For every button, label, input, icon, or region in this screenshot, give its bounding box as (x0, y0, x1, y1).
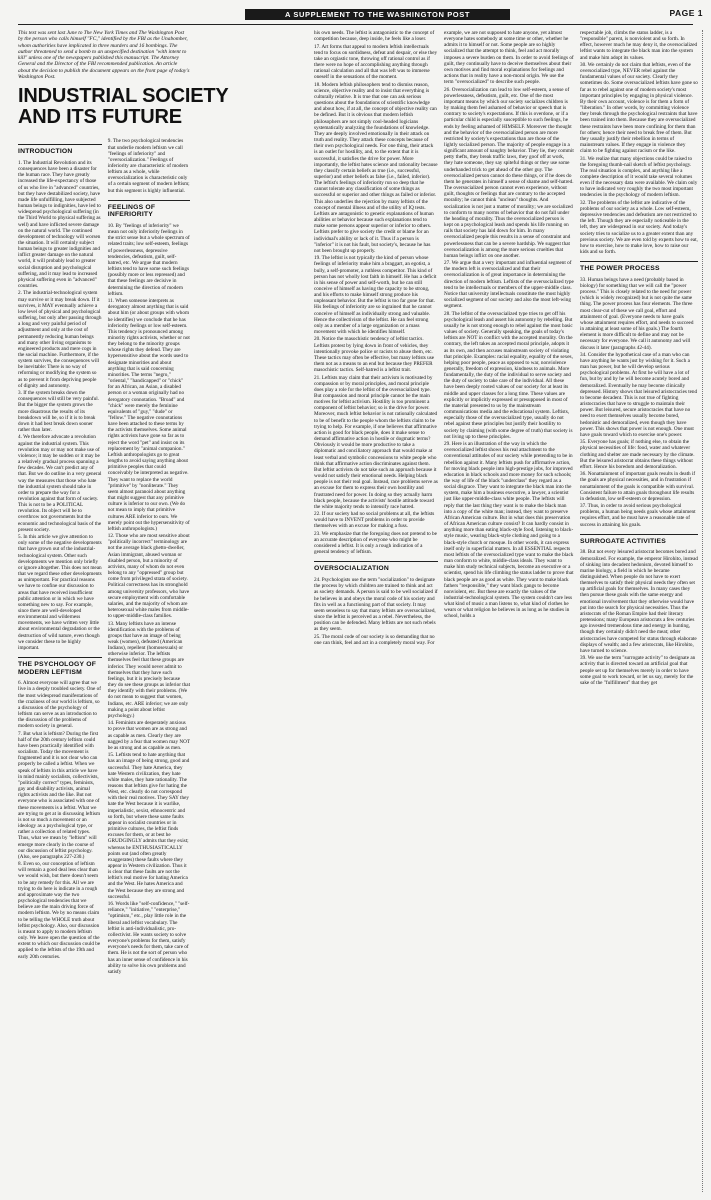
paragraph: his own needs. The leftist is antagonistic to the concept of competition because, deep inside, he feels like a loser. (314, 30, 435, 43)
paragraph: 27. We argue that a very important and influential segment of the modern left is oversocialized and that their oversocialization is of great importance in determining the direction of modern leftism. Leftists of the oversocialized type tend to be intellectuals or members of the upper-middle class. Notice that university intellectuals constitute the most highly socialized segment of our society and also the most left-wing segment. (444, 260, 574, 310)
paragraph: 11. When someone interprets as derogatory almost anything that is said about him (or about groups with whom he identifies) we conclude that he has inferiority feelings or low self-esteem. This tendency is pronounced among minority rights activists, whether or not they belong to the minority groups whose rights they defend. They are hypersensitive about the words used to designate minorities and about anything that is said concerning minorities. The terms "negro," "oriental," "handicapped" or "chick" for an African, an Asian, a disabled person or a woman originally had no derogatory connotation. "Broad" and "chick" were merely the feminine equivalents of "guy," "dude" or "fellow." The negative connotations have been attached to these terms by the activists themselves. Some animal rights activists have gone so far as to reject the word "pet" and insist on its replacement by "animal companion." Leftish anthropologists go to great lengths to avoid saying anything about primitive peoples that could conceivably be interpreted as negative. They want to replace the world "primitive" by "nonliterate." They seem almost paranoid about anything that might suggest that any primitive culture is inferior to our own. (We do not mean to imply that primitive cultures ARE inferior to ours. We merely point out the hypersensitivity of leftish anthropologists.) (107, 298, 190, 532)
editor-note: This text was sent last June to The New York Times and The Washington Post by the person who calls himself "FC," identified by the FBI as the Unabomber, whom authorities have implicated in three murders and 16 bombings. The author threatened to send a bomb to an unspecified destination "with intent to kill" unless one of the newspapers published this manuscript. The Attorney General and the Director of the FBI recommended publication. An article about the decision to publish the document appears on the front page of today's Washington Post. (18, 30, 190, 81)
paragraph: 22. If our society had no social problems at all, the leftists would have to INVENT problems in order to provide themselves with an excuse for making a fuss. (314, 511, 435, 530)
page-edge-margin (702, 30, 711, 1192)
paragraph: 24. Psychologists use the term "socialization" to designate the process by which children are trained to think and act as society demands. A person is said to be well socialized if he believes in and obeys the moral code of his society and fits in well as a functioning part of that society. It may seem senseless to say that many leftists are oversocialized, since the leftist is perceived as a rebel. Nevertheless, the position can be defended. Many leftists are not such rebels as they seem. (314, 577, 438, 633)
paragraph: 28. The leftist of the oversocialized type tries to get off his psychological leash and assert his autonomy by rebelling. But usually he is not strong enough to rebel against the most basic values of society. Generally speaking, the goals of today's leftists are NOT in conflict with the accepted morality. On the contrary, the left takes an accepted moral principle, adopts it as its own, and then accuses mainstream society of violating that principle. Examples: racial equality, equality of the sexes, helping poor people, peace as opposed to war, nonviolence generally, freedom of expression, kindness to animals. More fundamentally, the duty of the individual to serve society and the duty of society to take care of the individual. All these have been deeply rooted values of our society for at least its middle and upper classes for a long time. These values are explicitly or implicitly expressed or presupposed in most of the material presented to us by the mainstream communications media and the educational system. Leftists, especially those of the oversocialized type, usually do not rebel against these principles but justify their hostility to society by claiming (with some degree of truth) that society is not living up to these principles. (444, 310, 573, 440)
column-1-split (18, 138, 190, 976)
paragraph: 14. Feminists are desperately anxious to prove that women are as strong and as capable as men. Clearly they are nagged by a fear that women may NOT be as strong and as capable as men. (107, 720, 190, 751)
article-columns (18, 30, 698, 1192)
paragraph: 21. Leftists may claim that their activism is motivated by compassion or by moral principles, and moral principle does play a role for the leftist of the oversocialized type. But compassion and moral principle cannot be the main motives for leftist activism. Hostility is too prominent a component of leftist behavior; so is the drive for power. Moreover, much leftist behavior is not rationally calculated to be of benefit to the people whom the leftists claim to be trying to help. For example, if one believes that affirmative action is good for black people, does it make sense to demand affirmative action in hostile or dogmatic terms? Obviously it would be more productive to take a diplomatic and conciliatory approach that would make at least verbal and symbolic concessions to white people who think that affirmative action discriminates against them. But leftist activists do not take such an approach because it would not satisfy their emotional needs. Helping black people is not their real goal. Instead, race problems serve as an excuse for them to express their own hostility and frustrated need for power. In doing so they actually harm black people, because the activists' hostile attitude toward the white majority tends to intensify race hatred. (314, 374, 438, 510)
paragraph: 7. But what is leftism? During the first half of the 20th century leftism could have been practically identified with socialism. Today the movement is fragmented and it is not clear who can properly be called a leftist. When we speak of leftists in this article we have in mind mainly socialists, collectivists, "politically correct" types, feminists, gay and disability activists, animal rights activists and the like. But not everyone who is associated with one of these movements is a leftist. What we are trying to get at in discussing leftism is not so much a movement or an ideology as a psychological type, or rather a collection of related types. Thus, what we mean by "leftism" will emerge more clearly in the course of our discussion of leftist psychology. (Also, see paragraphs 227-230.) (18, 730, 100, 860)
section-heading-surrogate: SURROGATE ACTIVITIES (580, 534, 698, 546)
paragraph: 38. But not every leisured aristocrat becomes bored and demoralized. For example, the emperor Hirohito, instead of sinking into decadent hedonism, devoted himself to marine biology, a field in which he became distinguished. When people do not have to exert themselves to satisfy their physical needs they often set up artificial goals for themselves. In many cases they then pursue these goals with the same energy and emotional involvement that they otherwise would have put into the search for physical necessities. Thus the aristocrats of the Roman Empire had their literary pretensions; many European aristocrats a few centuries ago invested tremendous time and energy in hunting, though they certainly didn't need the meat; other aristocracies have competed for status through elaborate displays of wealth; and a few aristocrats, like Hirohito, have turned to science. (580, 549, 698, 654)
paragraph: 12. Those who are most sensitive about "politically incorrect" terminology are not the average black ghetto-dweller, Asian immigrant, abused woman or disabled person, but a minority of activists, many of whom do not even belong to any "oppressed" group but come from privileged strata of society. Political correctness has its stronghold among university professors, who have secure employment with comfortable salaries, and the majority of whom are heterosexual white males from middle- to upper-middle-class families. (107, 533, 190, 620)
page-number: PAGE 1 (669, 8, 703, 18)
paragraph: 19. The leftist is not typically the kind of person whose feelings of inferiority make him a braggart, an egotist, a bully, a self-promoter, a ruthless competitor. This kind of person has not wholly lost faith in himself. He has a deficit in his sense of power and self-worth, but he can still conceive of himself as having the capacity to be strong, and his efforts to make himself strong produce his unpleasant behavior. But the leftist is too far gone for that. His feelings of inferiority are so ingrained that he cannot conceive of himself as individually strong and valuable. Hence the collectivism of the leftist. He can feel strong only as a member of a large organization or a mass movement with which he identifies himself. (314, 255, 437, 336)
paragraph: 20. Notice the masochistic tendency of leftist tactics. Leftists protest by lying down in front of vehicles, they intentionally provoke police or racists to abuse them, etc. These tactics may often be effective, but many leftists use them not as a means to an end but because they PREFER masochistic tactics. Self-hatred is a leftist trait. (314, 336, 435, 374)
paragraph: 32. The problems of the leftist are indicative of the problems of our society as a whole. Low self-esteem, depressive tendencies and defeatism are not restricted to the left. Though they are especially noticeable in the left, they are widespread in our society. And today's society tries to socialize us to a greater extent than any previous society. We are even told by experts how to eat, how to exercise, how to make love, how to raise our kids and so forth. (580, 199, 698, 256)
section-heading-oversocialization: OVERSOCIALIZATION (314, 561, 438, 573)
paragraph: example, we are not supposed to hate anyone, yet almost everyone hates somebody at some time or other, whether he admits it to himself or not. Some people are so highly socialized that the attempt to think, feel and act morally imposes a severe burden on them. In order to avoid feelings of guilt, they continually have to deceive themselves about their own motives and find moral explanations for feelings and actions that in reality have a non-moral origin. We use the term "oversocialized" to describe such people. (444, 30, 574, 86)
column-5 (580, 30, 698, 1192)
section-heading-inferiority: FEELINGS OF INFERIORITY (108, 200, 190, 219)
section-heading-introduction: INTRODUCTION (18, 144, 102, 156)
paragraph: 10. By "feelings of inferiority" we mean not only inferiority feelings in the strict sense but a whole spectrum of related traits; low self-esteem, feelings of powerlessness, depressive tendencies, defeatism, guilt, self-hatred, etc. We argue that modern leftists tend to have some such feelings (possibly more or less repressed) and that these feelings are decisive in determining the direction of modern leftism. (107, 222, 190, 297)
paragraph: 29. Here is an illustration of the way in which the oversocialized leftist shows his real attachment to the conventional attitudes of our society while pretending to be in rebellion against it. Many leftists push for affirmative action, for moving black people into high-prestige jobs, for improved education in black schools and more money for such schools; the way of life of the black "underclass" they regard as a social disgrace. They want to integrate the black man into the system, make him a business executive, a lawyer, a scientist just like upper-middle-class white people. The leftists will reply that the last thing they want is to make the black man into a copy of the white man; instead, they want to preserve African American culture. But in what does this preservation of African American culture consist? It can hardly consist in anything more than eating black-style food, listening to black-style music, wearing black-style clothing and going to a black-style church or mosque. In other words, it can express itself only in superficial matters. In all ESSENTIAL respects most leftists of the oversocialized type want to make the black man conform to white, middle-class ideals. They want to make him study technical subjects, become an executive or a scientist, spend his life climbing the status ladder to prove that black people are as good as white. They want to make black fathers "responsible," they want black gangs to become nonviolent, etc. But these are exactly the values of the industrial-technological system. The system couldn't care less what kind of music a man listens to, what kind of clothes he wears or what religion he believes in as long as he studies in school, holds a (444, 441, 574, 620)
paragraph: 5. In this article we give attention to only some of the negative developments that have grown out of the industrial-technological system. Other such developments we mention only briefly or ignore altogether. This does not mean that we regard these other developments as unimportant. For practical reasons we have to confine our discussion to areas that have received insufficient public attention or in which we have something new to say. For example, since there are well-developed environmental and wilderness movements, we have written very little about environmental degradation or the destruction of wild nature, even though we consider these to be highly important. (18, 534, 102, 651)
paragraph: 26. Oversocialization can lead to low self-esteem, a sense of powerlessness, defeatism, guilt, etc. One of the most important means by which our society socializes children is by making them feel ashamed of behavior or speech that is contrary to society's expectations. If this is overdone, or if a particular child is especially susceptible to such feelings, he ends by feeling ashamed of HIMSELF. Moreover the thought and the behavior of the oversocialized person are more restricted by society's expectations than are those of the lightly socialized person. The majority of people engage in a significant amount of naughty behavior. They lie, they commit petty thefts, they break traffic laws, they goof off at work, they hate someone, they say spiteful things or they use some underhanded trick to get ahead of the other guy. The oversocialized person cannot do these things, or if he does do them he generates in himself a sense of shame and self-hatred. The oversocialized person cannot even experience, without guilt, thoughts or feelings that are contrary to the accepted morality; he cannot think "unclean" thoughts. And socialization is not just a matter of morality; we are socialized to conform to many norms of behavior that do not fall under the heading of morality. Thus the oversocialized person is kept on a psychological leash and spends his life running on rails that society has laid down for him. In many oversocialized people this results in a sense of constraint and powerlessness that can be a severe hardship. We suggest that oversocialization is among the more serious cruelties that human beings inflict on one another. (444, 86, 574, 259)
paragraph: 35. Everyone has goals; if nothing else, to obtain the physical necessities of life: food, water and whatever clothing and shelter are made necessary by the climate. But the leisured aristocrat obtains these things without effort. Hence his boredom and demoralization. (580, 439, 695, 470)
column-1-left (18, 138, 102, 976)
paragraph: 16. Words like "self-confidence," "self-reliance," "initiative," "enterprise," "optimism," etc., play little role in the liberal and leftist vocabulary. The leftist is anti-individualistic, pro-collectivist. He wants society to solve everyone's problems for them, satisfy everyone's needs for them, take care of them. He is not the sort of person who has an inner sense of confidence in his ability to solve his own problems and satisfy (107, 901, 190, 975)
paragraph: 31. We realize that many objections could be raised to the foregoing thumb-nail sketch of leftist psychology. The real situation is complex, and anything like a complete description of it would take several volumes even if the necessary data were available. We claim only to have indicated very roughly the two most important tendencies in the psychology of modern leftism. (580, 155, 698, 199)
paragraph: 2. The industrial-technological system may survive or it may break down. If it survives, it MAY eventually achieve a low level of physical and psychological suffering, but only after passing through a long and very painful period of adjustment and only at the cost of permanently reducing human beings and many other living organisms to engineered products and mere cogs in the social machine. Furthermore, if the system survives, the consequences will be inevitable: There is no way of reforming or modifying the system so as to prevent it from depriving people of dignity and autonomy. (18, 290, 102, 389)
paragraph: 25. The moral code of our society is so demanding that no one can think, feel and act in a completely moral way. For (314, 633, 435, 646)
supplement-banner: A SUPPLEMENT TO THE WASHINGTON POST (245, 9, 510, 20)
section-heading-psychology: THE PSYCHOLOGY OF MODERN LEFTISM (18, 657, 102, 676)
paragraph: 9. The two psychological tendencies that underlie modern leftism we call "feelings of inferiority" and "oversocialization." Feelings of inferiority are characteristic of modern leftism as a whole, while oversocialization is characteristic only of a certain segment of modern leftism; but this segment is highly influential. (107, 138, 190, 194)
column-1 (18, 30, 229, 1192)
column-3 (314, 30, 438, 1192)
paragraph: 17. Art forms that appeal to modern leftish intellectuals tend to focus on sordidness, defeat and despair, or else they take an orgiastic tone, throwing off rational control as if there were no hope of accomplishing anything through rational calculation and all that was left was to immerse oneself in the sensations of the moment. (314, 43, 438, 81)
column-4 (444, 30, 574, 1192)
paragraph: 39. We use the term "surrogate activity" to designate an activity that is directed toward an artificial goal that people set up for themselves merely in order to have some goal to work toward, or let us say, merely for the sake of the "fulfillment" that they get (580, 655, 696, 686)
paragraph: 23. We emphasize that the foregoing does not pretend to be an accurate description of everyone who might be considered a leftist. It is only a rough indication of a general tendency of leftism. (314, 530, 437, 556)
paragraph: 1. The Industrial Revolution and its consequences have been a disaster for the human race. They have greatly increased the life-expectancy of those of us who live in "advanced" countries, but they have destabilized society, have made life unfulfilling, have subjected human beings to indignities, have led to widespread psychological suffering (in the Third World to physical suffering as well) and have inflicted severe damage on the natural world. The continued development of technology will worsen the situation. It will certainly subject human beings to greater indignities and inflict greater damage on the natural world, it will probably lead to greater social disruption and psychological suffering, and it may lead to increased physical suffering even in "advanced" countries. (18, 159, 101, 290)
paragraph: 13. Many leftists have an intense identification with the problems of groups that have an image of being weak (women), defeated (American Indians), repellent (homosexuals) or otherwise inferior. The leftists themselves feel that these groups are inferior. They would never admit to themselves that they have such feelings, but it is precisely because they do see these groups as inferior that they identify with their problems. (We do not mean to suggest that women, Indians, etc. ARE inferior; we are only making a point about leftist psychology.) (107, 620, 191, 719)
section-heading-power-process: THE POWER PROCESS (580, 261, 698, 273)
page-header (0, 8, 711, 22)
paragraph: 8. Even so, our conception of leftism will remain a good deal less clear than we would wish, but there doesn't seem to be any remedy for this. All we are trying to do here is indicate in a rough and approximate way the two psychological tendencies that we believe are the main driving force of modern leftism. We by no means claim to be telling the WHOLE truth about leftist psychology. Also, our discussion is meant to apply to modern leftism only. We leave open the question of the extent to which our discussion could be applied to the leftists of the 19th and early 20th centuries. (18, 861, 101, 960)
paragraph: 36. Nonattainment of important goals results in death if the goals are physical necessities, and in frustration if nonattainment of the goals is compatible with survival. Consistent failure to attain goals throughout life results in defeatism, low self-esteem or depression. (580, 471, 696, 502)
paragraph: 6. Almost everyone will agree that we live in a deeply troubled society. One of the most widespread manifestations of the craziness of our world is leftism, so a discussion of the psychology of leftism can serve as an introduction to the discussion of the problems of modern society in general. (18, 680, 101, 730)
paragraph: 37. Thus, in order to avoid serious psychological problems, a human being needs goals whose attainment requires effort, and he must have a reasonable rate of success in attaining his goals. (580, 503, 696, 528)
paragraph: 3. If the system breaks down the consequences will still be very painful. But the bigger the system grows the more disastrous the results of its breakdown will be, so if it is to break down it had best break down sooner rather than later. (18, 390, 99, 434)
paragraph: respectable job, climbs the status ladder, is a "responsible" parent, is nonviolent and so forth. In effect, however much he may deny it, the oversocialized leftist wants to integrate the black man into the system and make him adopt its values. (580, 30, 698, 61)
header-rule (18, 24, 693, 25)
paragraph: 4. We therefore advocate a revolution against the industrial system. This revolution may or may not make use of violence; it may be sudden or it may be a relatively gradual process spanning a few decades. We can't predict any of that. But we do outline in a very general way the measures that those who hate the industrial system should take in order to prepare the way for a revolution against that form of society. This is not to be a POLITICAL revolution. Its object will be to overthrow not governments but the economic and technological basis of the present society. (18, 434, 102, 533)
paragraph: 30. We certainly do not claim that leftists, even of the oversocialized type, NEVER rebel against the fundamental values of our society. Clearly they sometimes do. Some oversocialized leftists have gone so far as to rebel against one of modern society's most important principles by engaging in physical violence. By their own account, violence is for them a form of "liberation." In other words, by committing violence they break through the psychological restraints that have been trained into them. Because they are oversocialized these restraints have been more confining for them than for others; hence their need to break free of them. But they usually justify their rebellion in terms of mainstream values. If they engage in violence they claim to be fighting against racism or the like. (580, 61, 698, 155)
column-2 (108, 138, 190, 976)
paragraph: 33. Human beings have a need (probably based in biology) for something that we will call the "power process." This is closely related to the need for power (which is widely recognized) but is not quite the same thing. The power process has four elements. The three most clear-cut of these we call goal, effort and attainment of goal. (Everyone needs to have goals whose attainment requires effort, and needs to succeed in attaining at least some of his goals.) The fourth element is more difficult to define and may not be necessary for everyone. We call it autonomy and will discuss it later (paragraphs 42-44). (580, 276, 694, 351)
paragraph: 15. Leftists tend to hate anything that has an image of being strong, good and successful. They hate America, they hate Western civilization, they hate white males, they hate rationality. The reasons that leftists give for hating the West, etc. clearly do not correspond with their real motives. They SAY they hate the West because it is warlike, imperialistic, sexist, ethnocentric and so forth, but where these same faults appear in socialist countries or in primitive cultures, the leftist finds excuses for them, or at best he GRUDGINGLY admits that they exist; whereas he ENTHUSIASTICALLY points out (and often greatly exaggerates) these faults where they appear in Western civilization. Thus it is clear that these faults are not the leftist's real motive for hating America and the West. He hates America and the West because they are strong and successful. (107, 752, 190, 900)
paragraph: 34. Consider the hypothetical case of a man who can have anything he wants just by wishing for it. Such a man has power, but he will develop serious psychological problems. At first he will have a lot of fun, but by and by he will become acutely bored and demoralized. Eventually he may become clinically depressed. History shows that leisured aristocracies tend to become decadent. This is not true of fighting aristocracies that have to struggle to maintain their power. But leisured, secure aristocracies that have no need to exert themselves usually become bored, hedonistic and demoralized, even though they have power. This shows that power is not enough. One must have goals toward which to exercise one's power. (580, 351, 698, 438)
paragraph: 18. Modern leftish philosophers tend to dismiss reason, science, objective reality and to insist that everything is culturally relative. It is true that one can ask serious questions about the foundations of scientific knowledge and about how, if at all, the concept of objective reality can be defined. But it is obvious that modern leftish philosophers are not simply cool-headed logicians systematically analyzing the foundations of knowledge. They are deeply involved emotionally in their attack on truth and reality. They attack these concepts because of their own psychological needs. For one thing, their attack is an outlet for hostility, and, to the extent that it is successful, it satisfies the drive for power. More importantly, the leftist hates science and rationality because they classify certain beliefs as true (i.e., successful, superior) and other beliefs as false (i.e., failed, inferior). The leftist's feelings of inferiority run so deep that he cannot tolerate any classification of some things as successful or superior and other things as failed or inferior. This also underlies the rejection by many leftists of the concept of mental illness and of the utility of IQ tests. Leftists are antagonistic to genetic explanations of human abilities or behavior because such explanations tend to make some persons appear superior or inferior to others. Leftists prefer to give society the credit or blame for an individual's ability or lack of it. Thus if a person is "inferior" it is not his fault, but society's, because he has not been brought up properly. (314, 81, 438, 254)
article-title: INDUSTRIAL SOCIETY AND ITS FUTURE (18, 85, 229, 129)
